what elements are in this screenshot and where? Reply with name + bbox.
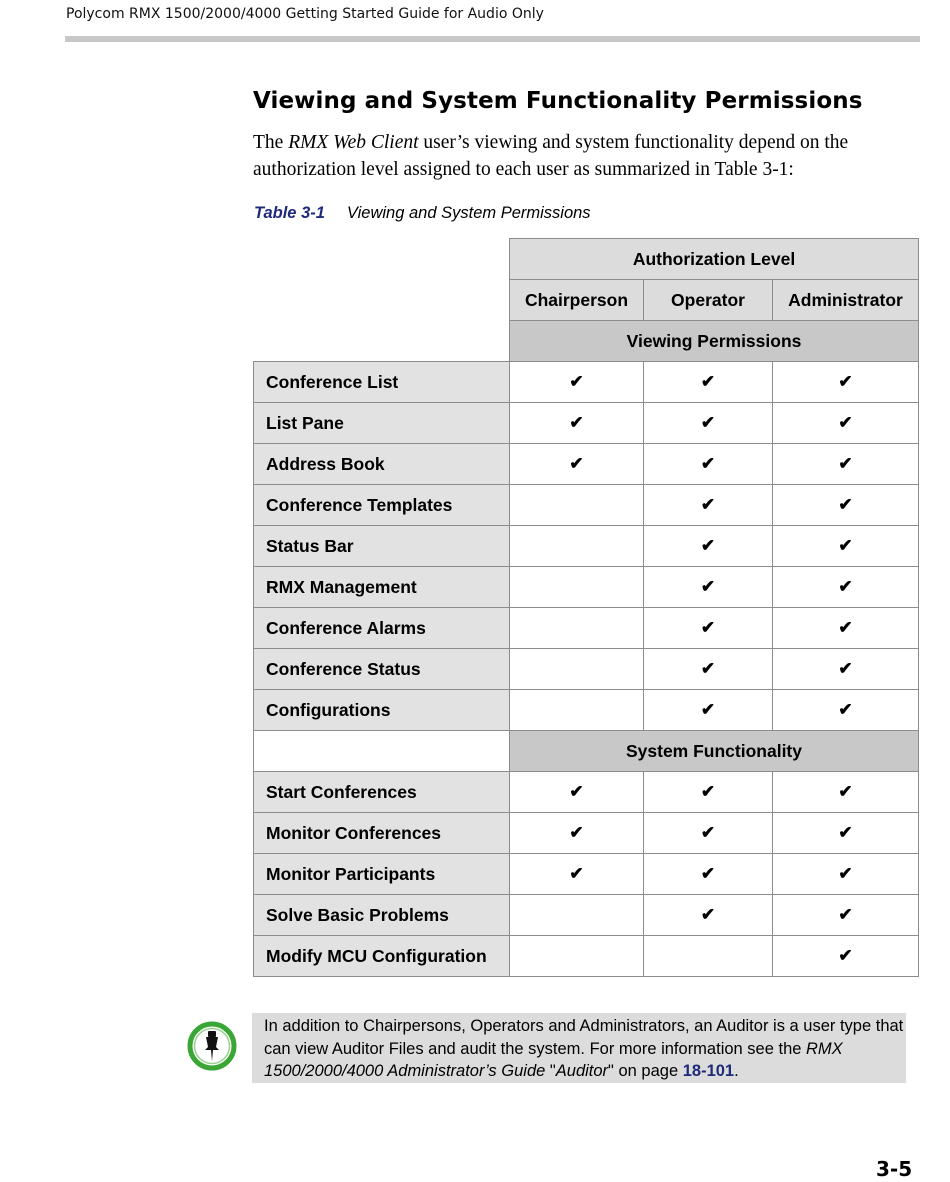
permissions-table-body xyxy=(254,239,919,977)
permission-cell-chairperson xyxy=(510,854,644,895)
row-label: Start Conferences xyxy=(254,772,510,813)
table-row xyxy=(254,813,919,854)
permission-cell-operator xyxy=(644,936,773,977)
table-row xyxy=(254,362,919,403)
checkmark-icon: ✔ xyxy=(700,618,716,637)
permission-cell-operator xyxy=(644,485,773,526)
table-row xyxy=(254,772,919,813)
checkmark-icon: ✔ xyxy=(700,536,716,555)
column-header-administrator: Administrator xyxy=(773,280,919,321)
note-box xyxy=(252,1013,906,1083)
row-label: Conference List xyxy=(254,362,510,403)
intro-prefix: The xyxy=(253,132,289,153)
table-row xyxy=(254,690,919,731)
table-row xyxy=(254,567,919,608)
row-label: Monitor Conferences xyxy=(254,813,510,854)
permission-cell-chairperson xyxy=(510,444,644,485)
table-row xyxy=(254,608,919,649)
checkmark-icon: ✔ xyxy=(838,577,853,596)
table-row xyxy=(254,526,919,567)
permission-cell-chairperson xyxy=(510,567,644,608)
checkmark-icon: ✔ xyxy=(838,905,853,924)
checkmark-icon: ✔ xyxy=(838,659,853,678)
permission-cell-operator xyxy=(644,444,773,485)
blank-cell xyxy=(254,731,510,772)
intro-product-name: RMX Web Client xyxy=(288,132,419,153)
table-row xyxy=(254,403,919,444)
checkmark-icon: ✔ xyxy=(838,946,853,965)
permission-cell-operator xyxy=(644,895,773,936)
checkmark-icon: ✔ xyxy=(569,823,584,842)
authorization-level-header: Authorization Level xyxy=(510,239,919,280)
checkmark-icon: ✔ xyxy=(700,782,716,801)
checkmark-icon: ✔ xyxy=(569,454,584,473)
checkmark-icon: ✔ xyxy=(700,495,716,514)
permission-cell-administrator xyxy=(773,649,919,690)
checkmark-icon: ✔ xyxy=(838,372,853,391)
permission-cell-operator xyxy=(644,526,773,567)
table-caption xyxy=(254,204,591,223)
permission-cell-chairperson xyxy=(510,526,644,567)
permission-cell-chairperson xyxy=(510,649,644,690)
checkmark-icon: ✔ xyxy=(838,823,853,842)
checkmark-icon: ✔ xyxy=(700,659,716,678)
blank-corner xyxy=(254,280,510,321)
checkmark-icon: ✔ xyxy=(838,864,853,883)
table-row xyxy=(254,854,919,895)
permission-cell-administrator xyxy=(773,854,919,895)
column-header-operator: Operator xyxy=(644,280,773,321)
table-caption-number: Table 3-1 xyxy=(254,204,325,222)
intro-paragraph xyxy=(253,129,923,183)
checkmark-icon: ✔ xyxy=(700,413,716,432)
permission-cell-administrator xyxy=(773,690,919,731)
header-rule xyxy=(65,36,920,42)
permission-cell-operator xyxy=(644,854,773,895)
system-section-row xyxy=(254,731,919,772)
checkmark-icon: ✔ xyxy=(700,577,716,596)
checkmark-icon: ✔ xyxy=(838,700,853,719)
note-text: " on page xyxy=(608,1062,683,1080)
permission-cell-chairperson xyxy=(510,690,644,731)
checkmark-icon: ✔ xyxy=(838,495,853,514)
checkmark-icon: ✔ xyxy=(838,782,853,801)
permission-cell-chairperson xyxy=(510,608,644,649)
note-text: " xyxy=(545,1062,556,1080)
permission-cell-chairperson xyxy=(510,403,644,444)
checkmark-icon: ✔ xyxy=(569,413,584,432)
row-label: Conference Templates xyxy=(254,485,510,526)
checkmark-icon: ✔ xyxy=(838,618,853,637)
permission-cell-administrator xyxy=(773,403,919,444)
column-header-chairperson: Chairperson xyxy=(510,280,644,321)
permission-cell-operator xyxy=(644,567,773,608)
row-label: Conference Status xyxy=(254,649,510,690)
permission-cell-operator xyxy=(644,362,773,403)
permission-cell-chairperson xyxy=(510,362,644,403)
row-label: Conference Alarms xyxy=(254,608,510,649)
checkmark-icon: ✔ xyxy=(838,413,853,432)
permission-cell-chairperson xyxy=(510,772,644,813)
row-label: Solve Basic Problems xyxy=(254,895,510,936)
table-row xyxy=(254,649,919,690)
running-header: Polycom RMX 1500/2000/4000 Getting Started Guide for Audio Only xyxy=(66,6,544,22)
row-label: Configurations xyxy=(254,690,510,731)
note-text: In addition to Chairpersons, Operators and Administrators, an Auditor is a user type that can view Auditor Files and audit the system. For more information see the xyxy=(264,1017,904,1058)
viewing-permissions-header: Viewing Permissions xyxy=(510,321,919,362)
permission-cell-operator xyxy=(644,403,773,444)
permission-cell-administrator xyxy=(773,895,919,936)
checkmark-icon: ✔ xyxy=(569,782,584,801)
permission-cell-administrator xyxy=(773,608,919,649)
permission-cell-administrator xyxy=(773,567,919,608)
checkmark-icon: ✔ xyxy=(569,864,584,883)
permission-cell-operator xyxy=(644,690,773,731)
row-label: List Pane xyxy=(254,403,510,444)
authorization-header-row xyxy=(254,239,919,280)
table-row xyxy=(254,895,919,936)
row-label: Modify MCU Configuration xyxy=(254,936,510,977)
note-page-link[interactable]: 18-101 xyxy=(682,1062,735,1080)
table-row xyxy=(254,444,919,485)
permission-cell-chairperson xyxy=(510,895,644,936)
checkmark-icon: ✔ xyxy=(700,700,716,719)
row-label: RMX Management xyxy=(254,567,510,608)
pushpin-icon xyxy=(186,1020,238,1072)
system-functionality-header: System Functionality xyxy=(510,731,919,772)
permission-cell-chairperson xyxy=(510,936,644,977)
permission-cell-administrator xyxy=(773,813,919,854)
role-header-row xyxy=(254,280,919,321)
checkmark-icon: ✔ xyxy=(700,823,716,842)
checkmark-icon: ✔ xyxy=(569,372,584,391)
permission-cell-operator xyxy=(644,608,773,649)
permission-cell-administrator xyxy=(773,362,919,403)
checkmark-icon: ✔ xyxy=(700,454,716,473)
checkmark-icon: ✔ xyxy=(838,454,853,473)
page-number: 3-5 xyxy=(876,1157,913,1181)
permission-cell-operator xyxy=(644,772,773,813)
permission-cell-chairperson xyxy=(510,485,644,526)
section-title: Viewing and System Functionality Permissions xyxy=(253,88,863,114)
blank-corner xyxy=(254,239,510,280)
table-row xyxy=(254,485,919,526)
permission-cell-administrator xyxy=(773,936,919,977)
note-text: . xyxy=(734,1062,739,1080)
permission-cell-administrator xyxy=(773,772,919,813)
permission-cell-operator xyxy=(644,649,773,690)
permission-cell-administrator xyxy=(773,485,919,526)
checkmark-icon: ✔ xyxy=(838,536,853,555)
permission-cell-administrator xyxy=(773,526,919,567)
row-label: Address Book xyxy=(254,444,510,485)
permission-cell-chairperson xyxy=(510,813,644,854)
row-label: Monitor Participants xyxy=(254,854,510,895)
table-row xyxy=(254,936,919,977)
viewing-section-row xyxy=(254,321,919,362)
checkmark-icon: ✔ xyxy=(700,905,716,924)
row-label: Status Bar xyxy=(254,526,510,567)
table-caption-text: Viewing and System Permissions xyxy=(346,204,591,222)
permissions-table xyxy=(253,238,919,977)
permission-cell-operator xyxy=(644,813,773,854)
checkmark-icon: ✔ xyxy=(700,864,716,883)
checkmark-icon: ✔ xyxy=(700,372,716,391)
note-guide-title: RMX 1500/2000/4000 Administrator’s Guide xyxy=(264,1039,843,1080)
permission-cell-administrator xyxy=(773,444,919,485)
intro-suffix: user’s viewing and system functionality depend on the authorization level assigned to each user as summarized in Table 3-1: xyxy=(253,132,849,180)
note-topic: Auditor xyxy=(555,1062,609,1080)
blank-corner xyxy=(254,321,510,362)
